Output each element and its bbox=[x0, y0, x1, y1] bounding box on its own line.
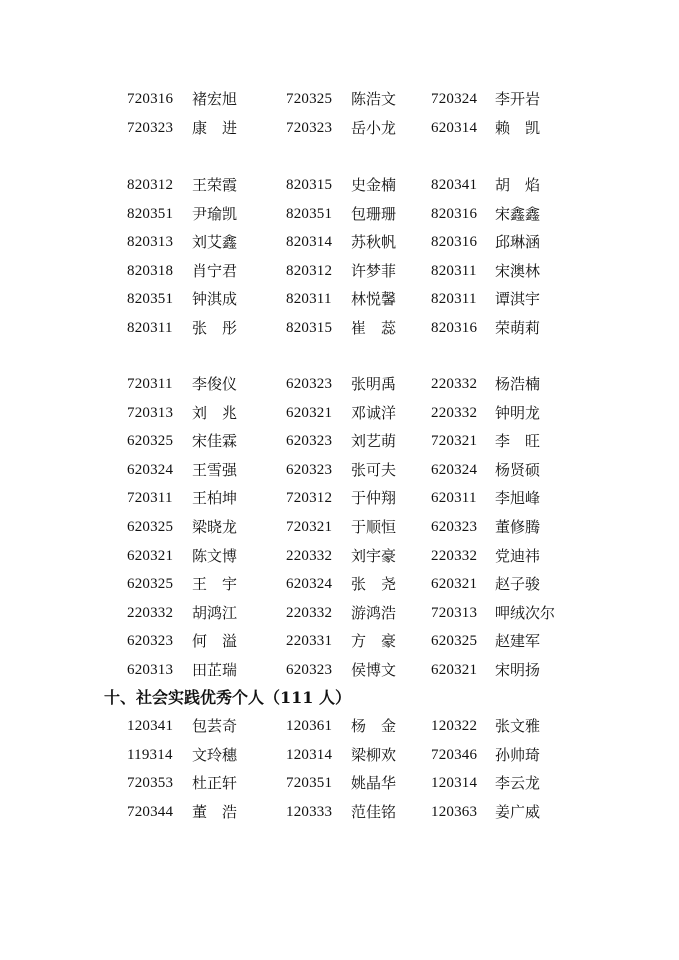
student-name: 谭淇宇 bbox=[495, 290, 541, 309]
student-id: 620321 bbox=[127, 547, 174, 564]
student-name: 范佳铭 bbox=[351, 802, 397, 821]
student-name: 林悦馨 bbox=[351, 290, 397, 309]
student-name: 李 旺 bbox=[495, 432, 541, 451]
student-id: 720321 bbox=[431, 433, 478, 450]
student-name: 陈文博 bbox=[192, 546, 238, 565]
student-name: 邓诚洋 bbox=[351, 403, 397, 422]
student-name: 张明禹 bbox=[351, 375, 397, 393]
student-id: 620321 bbox=[431, 661, 478, 678]
student-name: 姜广威 bbox=[495, 802, 541, 821]
student-name: 胡 焰 bbox=[495, 176, 541, 194]
student-id: 620323 bbox=[127, 633, 174, 650]
list-row bbox=[0, 114, 679, 143]
student-name: 杨浩楠 bbox=[495, 375, 541, 393]
student-name: 何 溢 bbox=[192, 632, 238, 651]
list-row bbox=[0, 314, 679, 343]
student-name: 王柏坤 bbox=[192, 489, 238, 508]
student-name: 王荣霞 bbox=[192, 176, 238, 194]
student-id: 220331 bbox=[286, 633, 333, 650]
student-name: 康 进 bbox=[192, 118, 238, 137]
student-id: 120363 bbox=[431, 803, 478, 820]
list-row bbox=[0, 513, 679, 542]
student-name: 张 尧 bbox=[351, 575, 397, 594]
student-name: 董 浩 bbox=[192, 802, 238, 821]
student-id: 820312 bbox=[286, 262, 333, 279]
student-id: 120333 bbox=[286, 803, 333, 820]
student-name: 苏秋帆 bbox=[351, 233, 397, 252]
student-name: 梁柳欢 bbox=[351, 745, 397, 764]
student-name: 宋鑫鑫 bbox=[495, 204, 541, 223]
student-id: 720325 bbox=[286, 91, 333, 107]
list-row bbox=[0, 484, 679, 513]
student-name: 岳小龙 bbox=[351, 118, 397, 137]
student-id: 620323 bbox=[286, 661, 333, 678]
student-id: 820318 bbox=[127, 262, 174, 279]
student-id: 820351 bbox=[286, 205, 333, 222]
list-row bbox=[0, 285, 679, 314]
list-group-a bbox=[0, 85, 679, 142]
student-id: 820311 bbox=[286, 291, 332, 308]
list-row bbox=[0, 741, 679, 770]
list-row bbox=[0, 200, 679, 229]
student-id: 820315 bbox=[286, 177, 333, 193]
student-name: 梁晓龙 bbox=[192, 517, 238, 536]
student-id: 220332 bbox=[127, 604, 174, 621]
list-row bbox=[0, 798, 679, 827]
student-id: 720311 bbox=[127, 376, 173, 392]
student-id: 620325 bbox=[127, 576, 174, 593]
student-name: 董修腾 bbox=[495, 517, 541, 536]
student-name: 李云龙 bbox=[495, 774, 541, 793]
student-id: 220332 bbox=[286, 604, 333, 621]
list-row bbox=[0, 599, 679, 628]
list-row bbox=[0, 85, 679, 114]
list-row bbox=[0, 627, 679, 656]
student-id: 620324 bbox=[127, 461, 174, 478]
list-row bbox=[0, 228, 679, 257]
section-ten-heading: 十、社会实践优秀个人（111 人） bbox=[104, 688, 351, 707]
student-name: 呷绒次尔 bbox=[495, 603, 556, 622]
list-row bbox=[0, 257, 679, 286]
student-id: 820313 bbox=[127, 234, 174, 251]
student-id: 720324 bbox=[431, 91, 478, 107]
student-name: 邱琳涵 bbox=[495, 233, 541, 252]
list-row bbox=[0, 171, 679, 200]
student-name: 褚宏旭 bbox=[192, 90, 238, 108]
student-name: 游鸿浩 bbox=[351, 603, 397, 622]
student-id: 820311 bbox=[431, 291, 477, 308]
student-name: 宋澳林 bbox=[495, 261, 541, 280]
student-name: 张 彤 bbox=[192, 318, 238, 337]
student-name: 包珊珊 bbox=[351, 204, 397, 223]
student-name: 崔 蕊 bbox=[351, 318, 397, 337]
student-id: 120322 bbox=[431, 718, 478, 734]
student-id: 120314 bbox=[286, 746, 333, 763]
student-id: 620313 bbox=[127, 661, 174, 678]
student-name: 刘 兆 bbox=[192, 403, 238, 422]
student-name: 杜正轩 bbox=[192, 774, 238, 793]
student-id: 620321 bbox=[286, 404, 333, 421]
student-id: 620323 bbox=[286, 376, 333, 392]
student-id: 620323 bbox=[431, 518, 478, 535]
list-row bbox=[0, 399, 679, 428]
student-id: 620314 bbox=[431, 119, 478, 136]
list-row bbox=[0, 427, 679, 456]
student-name: 刘宇豪 bbox=[351, 546, 397, 565]
student-name: 胡鸿江 bbox=[192, 603, 238, 622]
student-id: 620325 bbox=[127, 433, 174, 450]
student-id: 720313 bbox=[431, 604, 478, 621]
student-name: 包芸奇 bbox=[192, 717, 238, 735]
student-name: 钟明龙 bbox=[495, 403, 541, 422]
student-id: 620321 bbox=[431, 576, 478, 593]
student-id: 720346 bbox=[431, 746, 478, 763]
list-row bbox=[0, 570, 679, 599]
student-id: 720321 bbox=[286, 518, 333, 535]
student-name: 赖 凯 bbox=[495, 118, 541, 137]
student-id: 820314 bbox=[286, 234, 333, 251]
student-name: 陈浩文 bbox=[351, 90, 397, 108]
student-name: 李俊仪 bbox=[192, 375, 238, 393]
list-row bbox=[0, 542, 679, 571]
student-name: 田芷瑞 bbox=[192, 660, 238, 679]
student-name: 李开岩 bbox=[495, 90, 541, 108]
student-id: 720351 bbox=[286, 775, 333, 792]
student-id: 820316 bbox=[431, 205, 478, 222]
student-id: 720323 bbox=[127, 119, 174, 136]
student-id: 820351 bbox=[127, 291, 174, 308]
student-name: 杨 金 bbox=[351, 717, 397, 735]
student-name: 刘艾鑫 bbox=[192, 233, 238, 252]
student-name: 许梦菲 bbox=[351, 261, 397, 280]
student-name: 王雪强 bbox=[192, 460, 238, 479]
list-row bbox=[0, 769, 679, 798]
student-name: 荣萌莉 bbox=[495, 318, 541, 337]
student-name: 姚晶华 bbox=[351, 774, 397, 793]
student-name: 赵建军 bbox=[495, 632, 541, 651]
student-id: 620324 bbox=[286, 576, 333, 593]
student-name: 赵子骏 bbox=[495, 575, 541, 594]
student-id: 120361 bbox=[286, 718, 333, 734]
student-id: 620324 bbox=[431, 461, 478, 478]
student-name: 宋明扬 bbox=[495, 660, 541, 679]
student-id: 820311 bbox=[431, 262, 477, 279]
student-id: 820311 bbox=[127, 319, 173, 336]
student-name: 钟淇成 bbox=[192, 290, 238, 309]
student-id: 720353 bbox=[127, 775, 174, 792]
student-id: 720344 bbox=[127, 803, 174, 820]
list-group-b bbox=[0, 171, 679, 343]
student-name: 党迪祎 bbox=[495, 546, 541, 565]
student-id: 820312 bbox=[127, 177, 174, 193]
student-id: 620323 bbox=[286, 461, 333, 478]
student-name: 方 豪 bbox=[351, 632, 397, 651]
student-id: 820351 bbox=[127, 205, 174, 222]
student-name: 肖宁君 bbox=[192, 261, 238, 280]
student-id: 220332 bbox=[431, 404, 478, 421]
student-name: 李旭峰 bbox=[495, 489, 541, 508]
student-id: 620325 bbox=[431, 633, 478, 650]
student-name: 刘艺萌 bbox=[351, 432, 397, 451]
list-row bbox=[0, 712, 679, 741]
list-row bbox=[0, 656, 679, 685]
student-id: 720312 bbox=[286, 490, 333, 507]
student-id: 820315 bbox=[286, 319, 333, 336]
student-id: 720316 bbox=[127, 91, 174, 107]
student-name: 尹瑜凯 bbox=[192, 204, 238, 223]
student-name: 孙帅琦 bbox=[495, 745, 541, 764]
student-id: 620323 bbox=[286, 433, 333, 450]
student-id: 220332 bbox=[431, 547, 478, 564]
list-row bbox=[0, 370, 679, 399]
student-name: 文玲穗 bbox=[192, 745, 238, 764]
student-name: 宋佳霖 bbox=[192, 432, 238, 451]
student-id: 620325 bbox=[127, 518, 174, 535]
student-id: 820341 bbox=[431, 177, 478, 193]
student-name: 史金楠 bbox=[351, 176, 397, 194]
student-id: 820316 bbox=[431, 234, 478, 251]
student-id: 120314 bbox=[431, 775, 478, 792]
student-name: 杨贤硕 bbox=[495, 460, 541, 479]
list-section-ten bbox=[0, 712, 679, 826]
student-id: 720323 bbox=[286, 119, 333, 136]
student-name: 张可夫 bbox=[351, 460, 397, 479]
student-id: 119314 bbox=[127, 746, 173, 763]
list-row bbox=[0, 456, 679, 485]
student-id: 720313 bbox=[127, 404, 174, 421]
student-name: 侯博文 bbox=[351, 660, 397, 679]
student-id: 120341 bbox=[127, 718, 174, 734]
student-name: 于仲翔 bbox=[351, 489, 397, 508]
student-name: 张文雅 bbox=[495, 717, 541, 735]
student-id: 620311 bbox=[431, 490, 477, 507]
student-name: 王 宇 bbox=[192, 575, 238, 594]
student-name: 于顺恒 bbox=[351, 517, 397, 536]
student-id: 820316 bbox=[431, 319, 478, 336]
student-id: 720311 bbox=[127, 490, 173, 507]
student-id: 220332 bbox=[286, 547, 333, 564]
list-group-c bbox=[0, 370, 679, 685]
student-id: 220332 bbox=[431, 376, 478, 392]
